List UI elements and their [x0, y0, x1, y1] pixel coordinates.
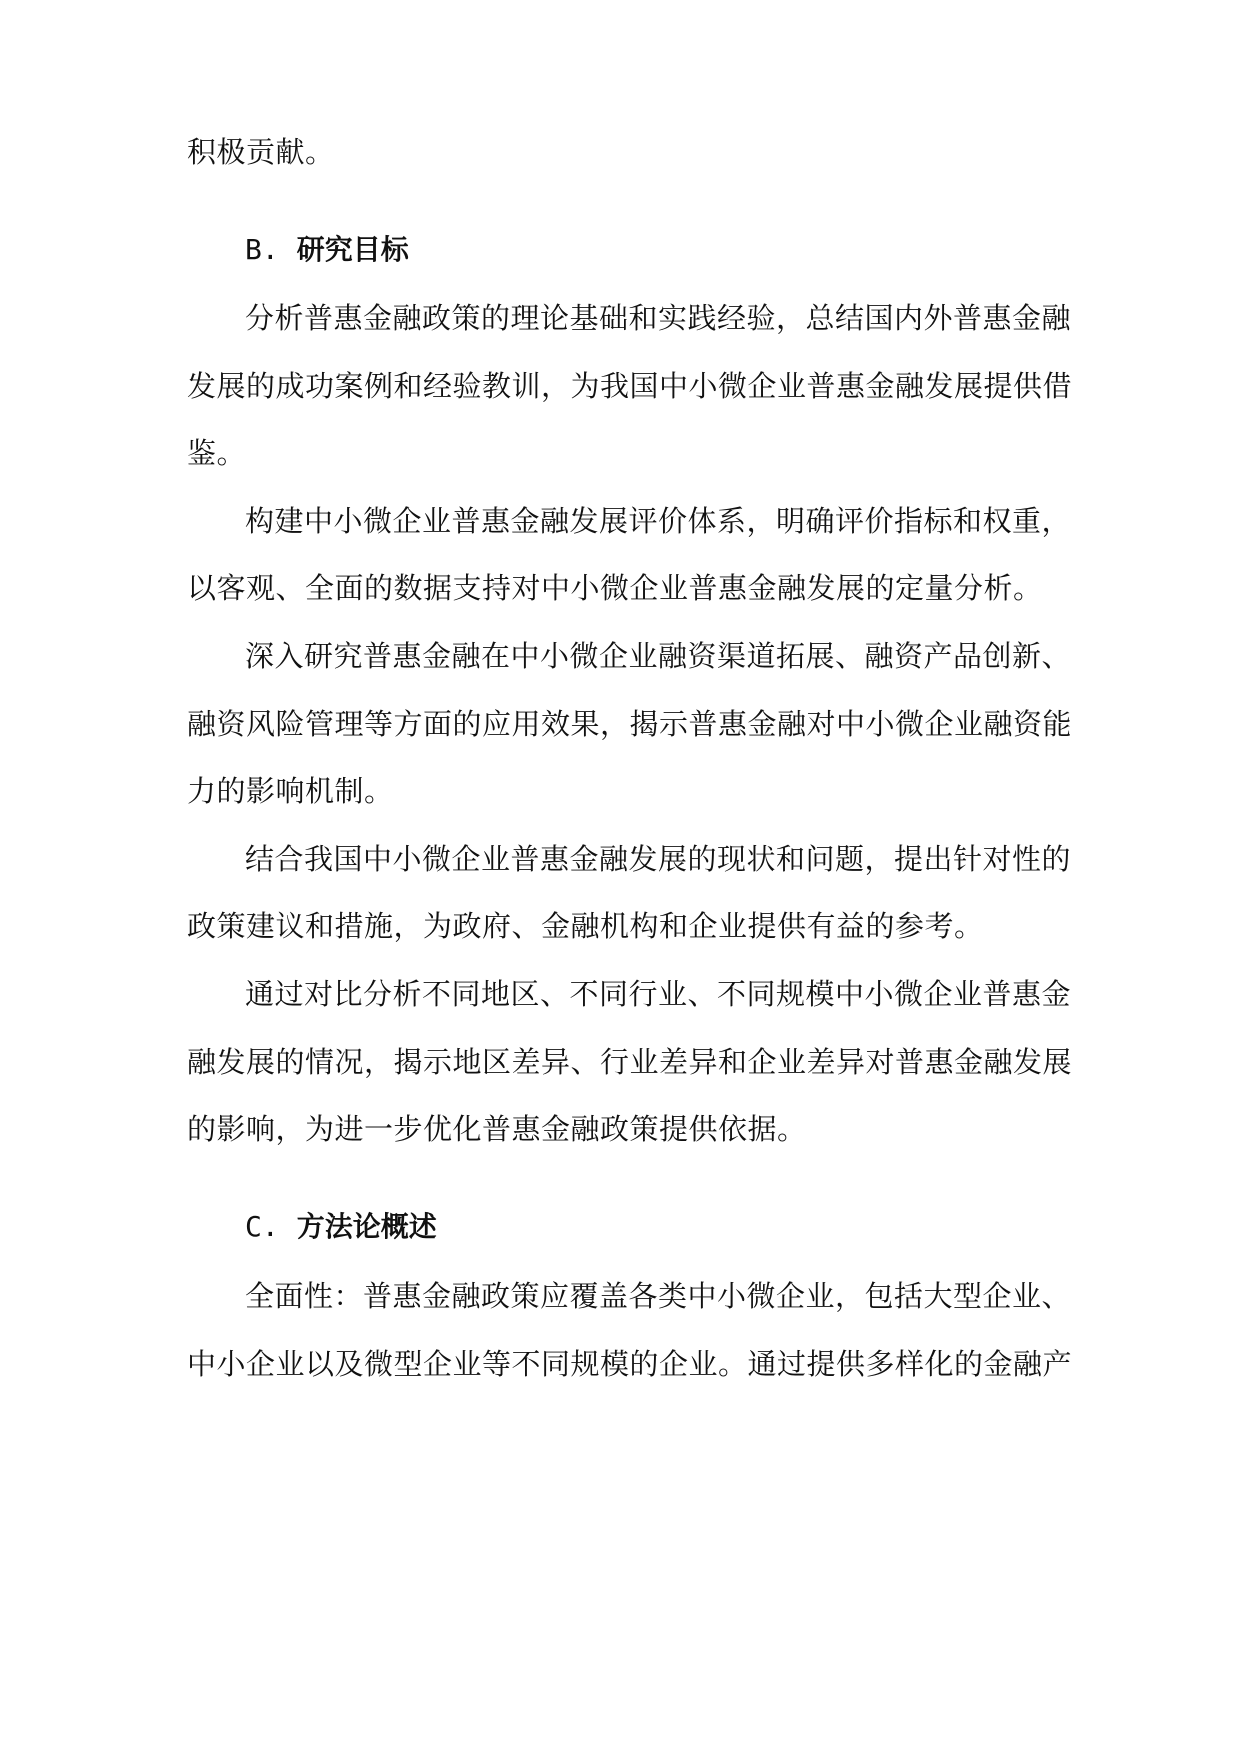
section-c-heading	[245, 1207, 437, 1247]
paragraph-line: 中小企业以及微型企业等不同规模的企业。通过提供多样化的金融产	[187, 1347, 1073, 1381]
paragraph-line: 鉴。	[187, 436, 247, 470]
section-c-letter: C.	[245, 1210, 279, 1243]
paragraph-line: 政策建议和措施，为政府、金融机构和企业提供有益的参考。	[187, 909, 984, 943]
paragraph-line: 结合我国中小微企业普惠金融发展的现状和问题，提出针对性的	[245, 842, 1072, 876]
paragraph-line: 融资风险管理等方面的应用效果，揭示普惠金融对中小微企业融资能	[187, 707, 1073, 741]
paragraph-line: 以客观、全面的数据支持对中小微企业普惠金融发展的定量分析。	[187, 571, 1043, 605]
paragraph-line: 构建中小微企业普惠金融发展评价体系，明确评价指标和权重，	[245, 504, 1072, 538]
section-b-heading	[245, 230, 409, 270]
paragraph-line: 发展的成功案例和经验教训，为我国中小微企业普惠金融发展提供借	[187, 369, 1073, 403]
paragraph-line: 力的影响机制。	[187, 774, 394, 808]
carryover-line: 积极贡献。	[187, 135, 335, 169]
section-b-letter: B.	[245, 233, 279, 266]
paragraph-line: 深入研究普惠金融在中小微企业融资渠道拓展、融资产品创新、	[245, 639, 1072, 673]
paragraph-line: 分析普惠金融政策的理论基础和实践经验，总结国内外普惠金融	[245, 301, 1072, 335]
paragraph-line: 融发展的情况，揭示地区差异、行业差异和企业差异对普惠金融发展	[187, 1045, 1073, 1079]
paragraph-line: 的影响，为进一步优化普惠金融政策提供依据。	[187, 1112, 807, 1146]
paragraph-line: 全面性：普惠金融政策应覆盖各类中小微企业，包括大型企业、	[245, 1279, 1072, 1313]
paragraph-line: 通过对比分析不同地区、不同行业、不同规模中小微企业普惠金	[245, 977, 1072, 1011]
section-b-title: 研究目标	[296, 233, 409, 266]
section-c-title: 方法论概述	[296, 1210, 437, 1243]
